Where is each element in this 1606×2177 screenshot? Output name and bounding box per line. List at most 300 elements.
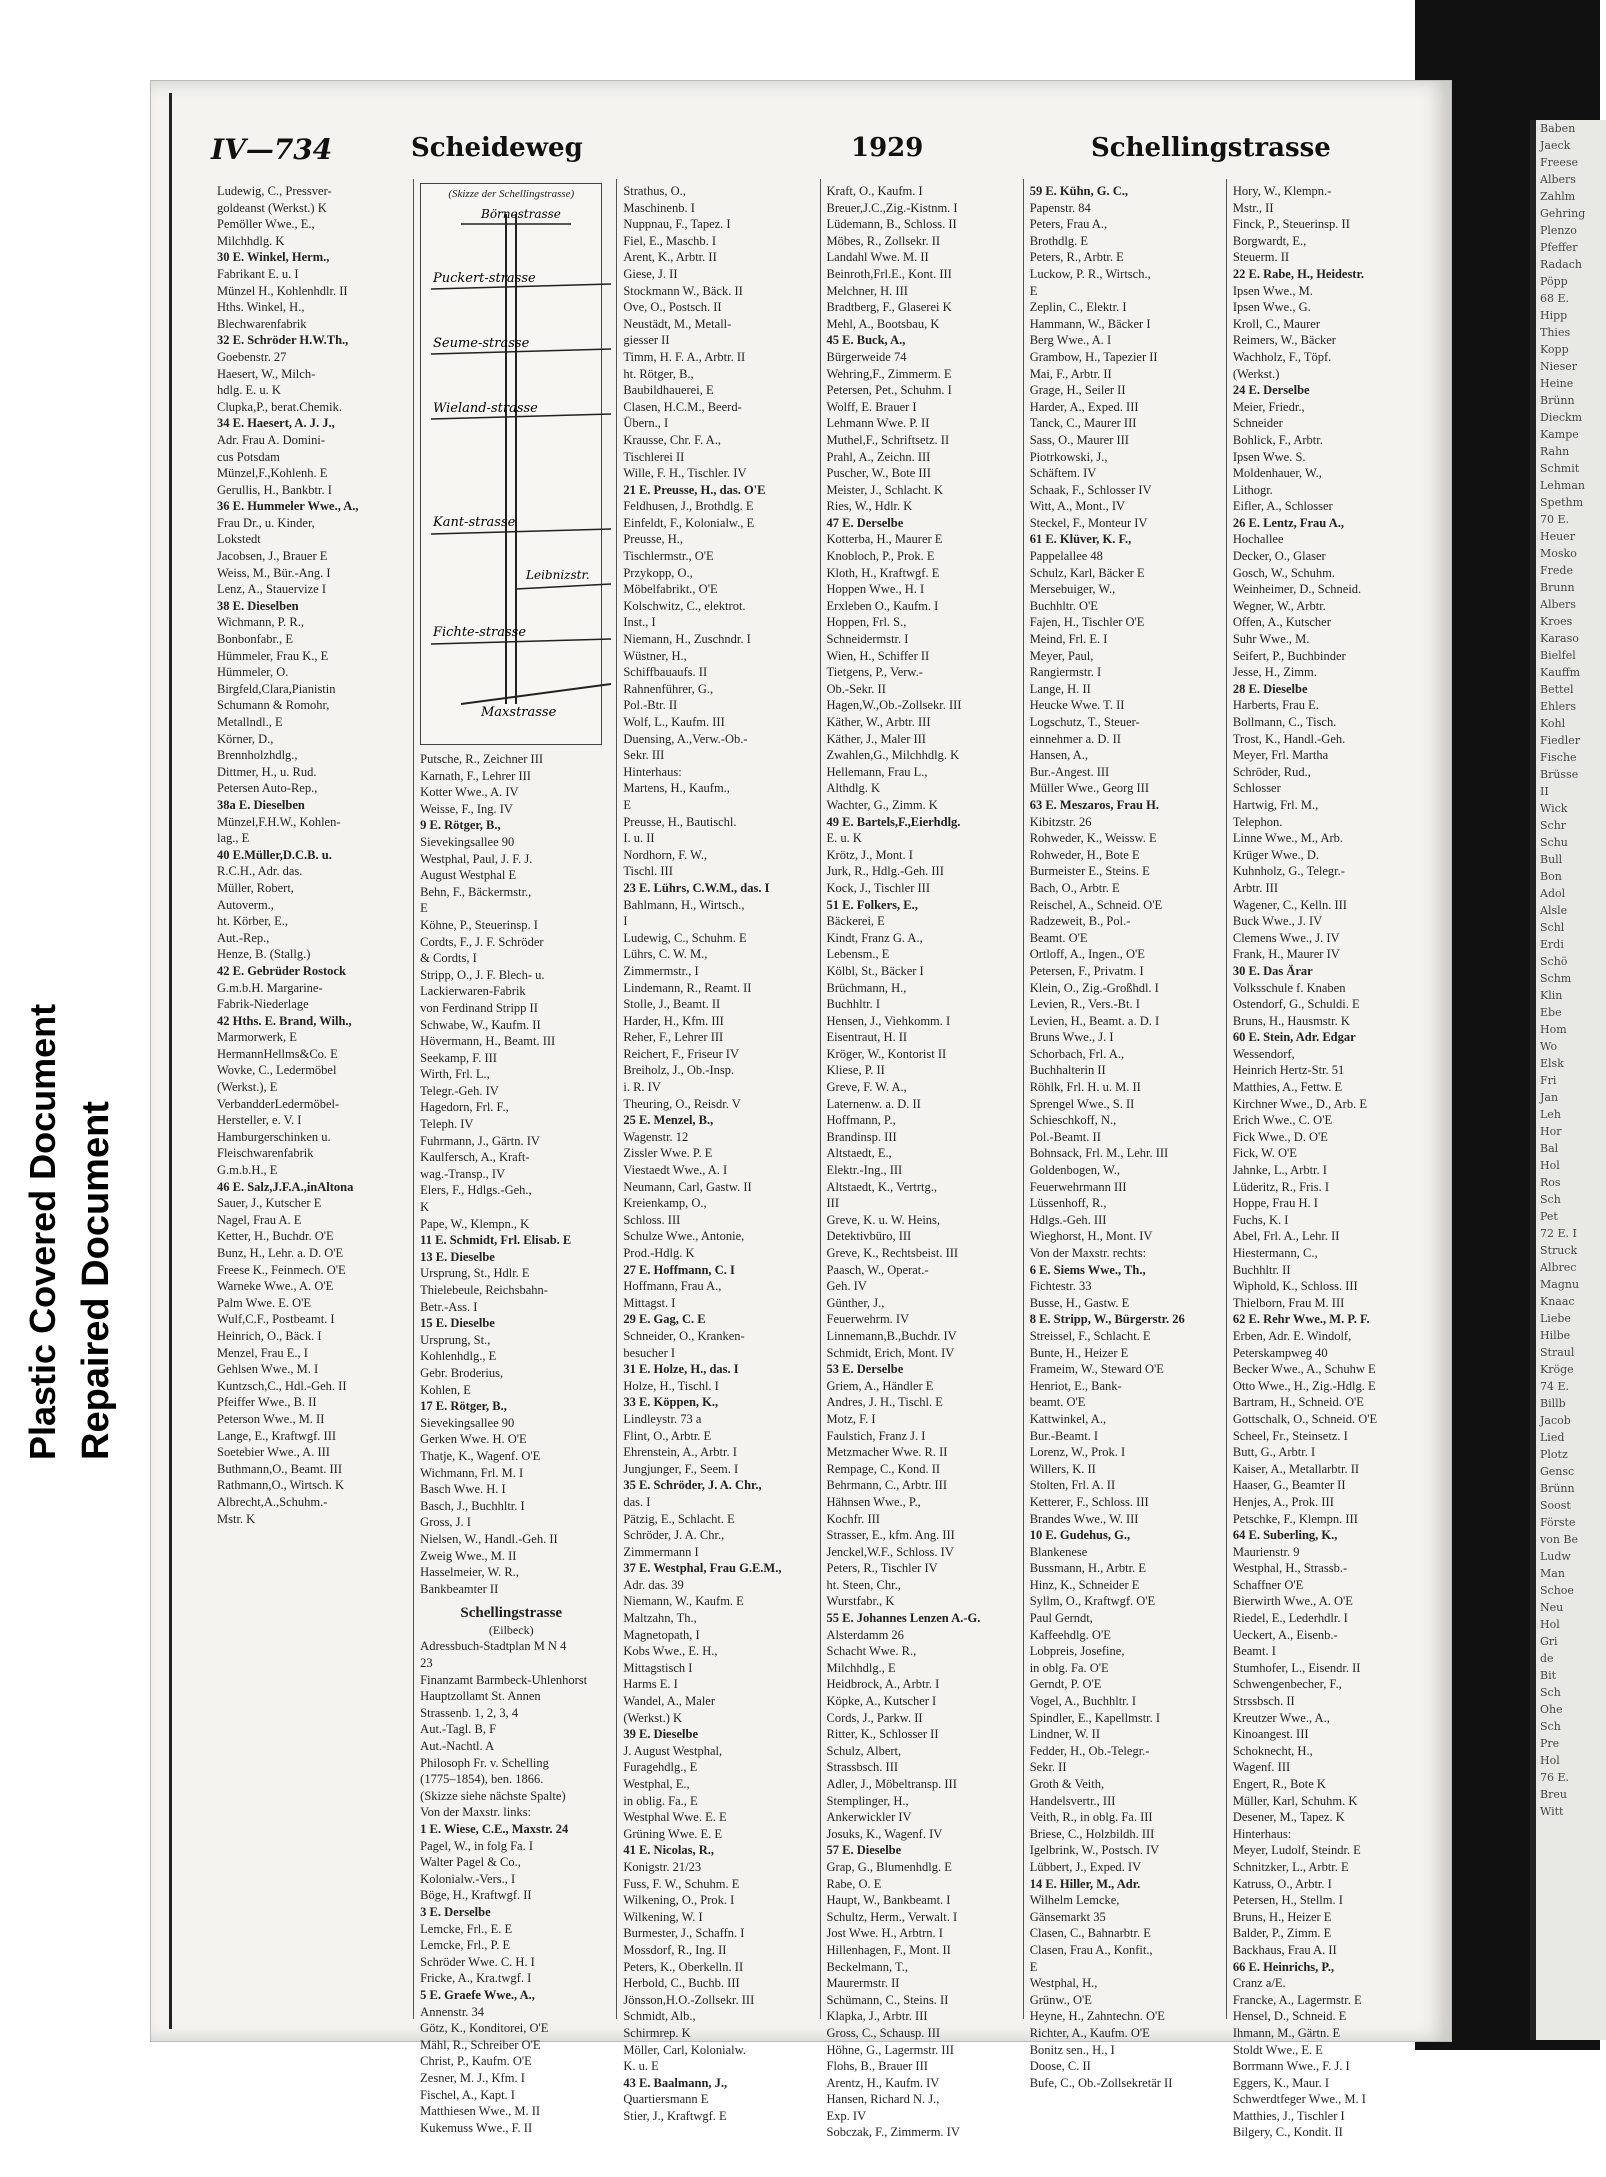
directory-entry: Möller, Carl, Kolonialw. (623, 2042, 746, 2057)
directory-entry: Betr.-Ass. I (420, 1299, 478, 1314)
directory-entry: Mehl, A., Bootsbau, K (826, 316, 940, 331)
column-2 (413, 179, 608, 2135)
directory-entry: Arent, K., Arbtr. II (623, 250, 717, 265)
adjacent-page-text: Schr (1540, 819, 1567, 832)
adjacent-page-text: Plenzo (1540, 224, 1577, 237)
directory-entry: Schirmrep. K (623, 2025, 691, 2040)
directory-entry: Weinheimer, D., Schneid. (1232, 582, 1362, 597)
directory-entry: Baubildhauerei, E (623, 383, 714, 398)
adjacent-page-text: Fische (1540, 751, 1577, 764)
directory-entry: Bach, O., Arbtr. E (1029, 880, 1120, 895)
directory-entry: Lenz, A., Stauervize I (217, 582, 326, 597)
directory-entry: Fick, W. O'E (1232, 1146, 1297, 1161)
directory-entry: Levien, R., Vers.-Bt. I (1029, 997, 1140, 1012)
directory-entry: Nagel, Frau A. E (217, 1212, 302, 1227)
adjacent-page-text: 70 E. (1540, 513, 1570, 526)
directory-entry: Ihmann, M., Gärtn. E (1232, 2025, 1341, 2040)
adjacent-page-text: 68 E. (1540, 292, 1570, 305)
adjacent-page-text: 72 E. I (1540, 1227, 1577, 1240)
directory-entry: Hochallee (1232, 532, 1284, 547)
adjacent-page-text: Förste (1540, 1516, 1576, 1529)
directory-entry: Inst., I (623, 615, 656, 630)
adjacent-page-text: Pfeffer (1540, 241, 1578, 254)
adjacent-page-text: de (1540, 1652, 1554, 1665)
directory-entry: 45 E. Buck, A., (826, 333, 906, 348)
adjacent-page-text: Klin (1540, 989, 1563, 1002)
directory-entry: 59 E. Kühn, G. C., (1029, 184, 1128, 198)
adjacent-page-text: Gri (1540, 1635, 1558, 1648)
directory-entry: Ove, O., Postsch. II (623, 300, 722, 315)
adjacent-page-text: Knaac (1540, 1295, 1575, 1308)
directory-entry: Kohlenhdlg., E (420, 1349, 497, 1364)
adjacent-page-text: II (1540, 785, 1549, 798)
directory-entry: Schaffner O'E (1232, 1577, 1304, 1592)
directory-entry: Jesse, H., Zimm. (1232, 665, 1317, 680)
directory-entry: Sprengel Wwe., S. II (1029, 1096, 1135, 1111)
directory-entry: Schiffbauaufs. II (623, 665, 708, 680)
adjacent-page-text: Lied (1540, 1431, 1565, 1444)
directory-entry: Magnetopath, I (623, 1627, 700, 1642)
directory-entry: Riedel, E., Lederhdlr. I (1232, 1611, 1348, 1626)
directory-entry: Schaak, F., Schlosser IV (1029, 482, 1152, 497)
directory-entry: Lokstedt (217, 532, 261, 547)
adjacent-page-text: Ludw (1540, 1550, 1571, 1563)
directory-entry: 15 E. Dieselbe (420, 1316, 495, 1331)
directory-entry: Tischl. III (623, 864, 673, 879)
directory-entry: Adler, J., Möbeltransp. III (826, 1777, 957, 1791)
directory-entry: Furagehdlg., E (623, 1760, 698, 1775)
directory-entry: Backhaus, Frau A. II (1232, 1942, 1337, 1957)
adjacent-page-text: von Be (1540, 1533, 1579, 1546)
directory-entry: Köhne, P., Steuerinsp. I (420, 917, 538, 932)
directory-entry: Papenstr. 84 (1029, 200, 1091, 215)
adjacent-page-text: Leh (1540, 1108, 1561, 1121)
directory-entry: 10 E. Gudehus, G., (1029, 1528, 1131, 1543)
directory-entry: Stripp, O., J. F. Blech- u. (420, 967, 545, 982)
directory-entry: Pemöller Wwe., E., (217, 217, 315, 232)
directory-entry: in oblg. Fa. O'E (1029, 1660, 1109, 1675)
directory-entry: 41 E. Nicolas, R., (623, 1843, 714, 1858)
directory-entry: Rohweder, K., Weissw. E (1029, 831, 1157, 846)
adjacent-page-text: Kampe (1540, 428, 1579, 441)
directory-entry: Lemcke, Frl., P. E (420, 1938, 511, 1953)
directory-entry: Aut.-Rep., (217, 930, 270, 945)
directory-entry: Peters, R., Arbtr. E (1029, 250, 1124, 265)
directory-entry: E. u. K (826, 831, 862, 846)
adjacent-page-text: Breu (1540, 1788, 1567, 1801)
directory-entry: Linne Wwe., M., Arb. (1232, 831, 1344, 846)
directory-entry: Lithogr. (1232, 482, 1273, 497)
directory-entry: 31 E. Holze, H., das. I (623, 1362, 739, 1377)
directory-entry: Buthmann,O., Beamt. III (217, 1461, 342, 1476)
directory-entry: Günther, J., (826, 1295, 885, 1310)
column-5 (1023, 179, 1218, 2090)
map-label-seume: Seume-strasse (433, 336, 530, 351)
directory-entry: Hinterhaus: (1232, 1826, 1292, 1841)
directory-entry: von Ferdinand Stripp II (420, 1000, 538, 1015)
directory-entry: Kreienkamp, O., (623, 1196, 707, 1211)
directory-entry: Telephon. (1232, 814, 1283, 829)
directory-entry: Grage, H., Seiler II (1029, 383, 1126, 398)
directory-entry: Bradtberg, F., Glaserei K (826, 300, 952, 315)
directory-entry: & Cordts, I (420, 951, 477, 966)
directory-entry: Scheel, Fr., Steinsetz. I (1232, 1428, 1348, 1443)
map-label-wieland: Wieland-strasse (433, 401, 539, 416)
directory-entry: 24 E. Derselbe (1232, 383, 1310, 398)
directory-entry: Paul Gerndt, (1029, 1611, 1093, 1626)
directory-entry: Kloth, H., Kraftwgf. E (826, 565, 940, 580)
directory-entry: Wulf,C.F., Postbeamt. I (217, 1312, 335, 1327)
directory-entry: Hansen, A., (1029, 748, 1089, 763)
directory-entry: Wovke, C., Ledermöbel (217, 1063, 337, 1078)
directory-entry: I (623, 914, 628, 929)
directory-entry: 64 E. Suberling, K., (1232, 1528, 1338, 1543)
directory-entry: Kochfr. III (826, 1511, 880, 1526)
directory-entry: Annenstr. 34 (420, 2004, 485, 2019)
directory-entry: Schröder, Rud., (1232, 764, 1311, 779)
directory-entry: Rabe, O. E (826, 1876, 882, 1891)
directory-entry: Mittagst. I (623, 1295, 676, 1310)
directory-entry: Hamburgerschinken u. (217, 1129, 331, 1144)
directory-entry: Buchhltr. II (1232, 1262, 1291, 1277)
adjacent-page-text: Bit (1540, 1669, 1557, 1682)
directory-entry: Lobpreis, Josefine, (1029, 1644, 1125, 1659)
directory-entry: Autoverm., (217, 897, 274, 912)
directory-entry: Fricke, A., Kra.twgf. I (420, 1971, 532, 1986)
directory-entry: Pol.-Btr. II (623, 698, 678, 713)
adjacent-page-text: Freese (1540, 156, 1579, 169)
directory-entry: Teleph. IV (420, 1117, 474, 1132)
directory-entry: Grambow, H., Tapezier II (1029, 349, 1158, 364)
adjacent-page-text: 74 E. (1540, 1380, 1570, 1393)
directory-entry: 57 E. Dieselbe (826, 1843, 902, 1858)
directory-entry: Jungjunger, F., Seem. I (623, 1461, 739, 1476)
adjacent-page-text: Liebe (1540, 1312, 1571, 1325)
directory-entry: Wichmann, Frl. M. I (420, 1465, 524, 1480)
adjacent-page-text: Brüsse (1540, 768, 1579, 781)
directory-entry: Kattwinkel, A., (1029, 1411, 1107, 1426)
directory-entry: Geh. IV (826, 1279, 867, 1294)
directory-entry: Petersen, H., Stellm. I (1232, 1893, 1343, 1908)
directory-entry: Thielborn, Frau M. III (1232, 1295, 1345, 1310)
directory-entry: Tietgens, P., Verw.- (826, 665, 923, 680)
directory-entry: Bartram, H., Schneid. O'E (1232, 1395, 1364, 1410)
directory-entry: Greve, K., Rechtsbeist. III (826, 1246, 959, 1260)
directory-entry: J. August Westphal, (623, 1743, 723, 1758)
adjacent-page-text: Erdi (1540, 938, 1564, 951)
adjacent-page-text: Gehring (1540, 207, 1586, 220)
directory-entry: Beamt. I (1232, 1644, 1276, 1659)
directory-entry: Muthel,F., Schriftsetz. II (826, 432, 950, 447)
directory-entry: Becker Wwe., A., Schuhw E (1232, 1362, 1376, 1377)
directory-entry: Schwabe, W., Kaufm. II (420, 1017, 541, 1032)
directory-entry: Breuer,J.C.,Zig.-Kistnm. I (826, 200, 958, 215)
directory-entry: Syllm, O., Kraftwgf. O'E (1029, 1594, 1156, 1609)
directory-entry: Breiholz, J., Ob.-Insp. (623, 1063, 735, 1078)
directory-entry: Hoffmann, Frau A., (623, 1279, 722, 1294)
directory-entry: ht. Rötger, B., (623, 366, 694, 381)
directory-entry: Schieschkoff, N., (1029, 1113, 1117, 1128)
directory-entry: Kuhnholz, G., Telegr.- (1232, 864, 1345, 879)
directory-entry: Jönsson,H.O.-Zollsekr. III (623, 1992, 755, 2007)
adjacent-page-text: Kröge (1540, 1363, 1574, 1376)
directory-entry: Christ, P., Kaufm. O'E (420, 2054, 532, 2069)
section-title: Schellingstrasse (460, 1605, 563, 1622)
directory-entry: Hensel, D., Schneid. E (1232, 2009, 1347, 2024)
directory-entry: Kaffeehdlg. O'E (1029, 1627, 1111, 1642)
directory-entry: Arbtr. III (1232, 880, 1278, 895)
directory-entry: Weisse, F., Ing. IV (420, 801, 513, 816)
directory-entry: 62 E. Rehr Wwe., M. P. F. (1232, 1312, 1370, 1327)
directory-entry: Volksschule f. Knaben (1232, 980, 1346, 995)
directory-entry: Walter Pagel & Co., (420, 1855, 521, 1870)
directory-entry: Harms E. I (623, 1677, 678, 1692)
adjacent-page-text: Kopp (1540, 343, 1569, 356)
directory-entry: Henriot, E., Bank- (1029, 1378, 1122, 1393)
map-caption: (Skizze der Schellingstrasse) (448, 188, 575, 200)
directory-entry: Schwerdtfeger Wwe., M. I (1232, 2092, 1366, 2107)
directory-entry: Sauer, J., Kutscher E (217, 1196, 322, 1211)
directory-entry: Westphal, Paul, J. F. J. (420, 851, 533, 866)
directory-entry: E (420, 901, 428, 916)
directory-entry: Herbold, C., Buchb. III (623, 1976, 740, 1991)
directory-entry: Petersen, Pet., Schuhm. I (826, 383, 952, 398)
directory-entry: Seifert, P., Buchbinder (1232, 648, 1346, 663)
directory-entry: Milchhdlg., E (826, 1660, 896, 1675)
directory-entry: Ludewig, C., Schuhm. E (623, 930, 747, 945)
directory-entry: Stumhofer, L., Eisendr. II (1232, 1660, 1361, 1675)
directory-entry: Kinoangest. III (1232, 1727, 1309, 1742)
directory-entry: Ketterer, F., Schloss. III (1029, 1494, 1149, 1509)
adjacent-page-text: Hol (1540, 1618, 1560, 1631)
directory-entry: Adr. das. 39 (623, 1577, 684, 1592)
adjacent-page-text: Ohe (1540, 1703, 1563, 1716)
directory-entry: Eisentraut, H. II (826, 1030, 908, 1045)
directory-entry: 25 E. Menzel, B., (623, 1113, 714, 1128)
directory-entry: Clasen, H.C.M., Beerd- (623, 399, 742, 414)
directory-entry: Lüderitz, R., Fris. I (1232, 1179, 1330, 1194)
directory-entry: Ortloff, A., Ingen., O'E (1029, 947, 1145, 962)
directory-entry: Wachholz, F., Töpf. (1232, 349, 1332, 364)
directory-entry: Engert, R., Bote K (1232, 1777, 1326, 1791)
directory-entry: Schulze Wwe., Antonie, (623, 1229, 745, 1244)
directory-entry: hdlg. E. u. K (217, 383, 281, 398)
directory-entry: Petschke, F., Klempn. III (1232, 1511, 1358, 1526)
directory-entry: Duensing, A.,Verw.-Ob.- (623, 731, 748, 746)
adjacent-page-text: Ros (1540, 1176, 1561, 1189)
directory-entry: Schneidermstr. I (826, 632, 909, 647)
directory-entry: Elers, F., Hdlgs.-Geh., (420, 1183, 532, 1198)
directory-entry: Aut.-Tagl. B, F (420, 1722, 497, 1737)
directory-entry: Schneider (1232, 416, 1283, 431)
directory-entry: Gebr. Broderius, (420, 1365, 504, 1380)
directory-entry: Streissel, F., Schlacht. E (1029, 1328, 1151, 1343)
directory-entry: Butt, G., Arbtr. I (1232, 1445, 1316, 1460)
map-label-max: Maxstrasse (481, 705, 557, 720)
directory-entry: 63 E. Meszaros, Frau H. (1029, 797, 1159, 812)
directory-entry: Kirchner Wwe., D., Arb. E (1232, 1096, 1367, 1111)
adjacent-page-text: Magnu (1540, 1278, 1580, 1291)
directory-entry: Metallndl., E (217, 715, 283, 729)
directory-entry: Feuerwehrmann III (1029, 1179, 1127, 1194)
directory-entry: Bruns, H., Hausmstr. K (1232, 1013, 1350, 1028)
directory-entry: Kotter Wwe., A. IV (420, 785, 519, 800)
directory-entry: Haupt, W., Bankbeamt. I (826, 1893, 951, 1908)
directory-entry: Steckel, F., Monteur IV (1029, 515, 1148, 530)
directory-entry: Krötz, J., Mont. I (826, 847, 913, 862)
directory-entry: Rempage, C., Kond. II (826, 1461, 941, 1476)
directory-entry: Reichert, F., Friseur IV (623, 1046, 739, 1061)
directory-entry: 21 E. Preusse, H., das. O'E (623, 482, 766, 497)
directory-entry: Möbes, R., Zollsekr. II (826, 233, 941, 248)
directory-entry: Gerndt, P. O'E (1029, 1677, 1102, 1692)
directory-entry: Mossdorf, R., Ing. II (623, 1942, 727, 1957)
directory-entry: Schröder, J. A. Chr., (623, 1528, 725, 1543)
directory-entry: Gosch, W., Schuhm. (1232, 565, 1335, 580)
directory-entry: Hensen, J., Viehkomm. I (826, 1013, 951, 1028)
directory-entry: Peters, R., Tischler IV (826, 1561, 938, 1576)
adjacent-page-text: Neu (1540, 1601, 1564, 1614)
directory-entry: Bruns, H., Heizer E (1232, 1909, 1332, 1924)
directory-entry: Schmidt, Alb., (623, 2009, 696, 2024)
adjacent-page-text: Schu (1540, 836, 1568, 849)
directory-entry: Stemplinger, H., (826, 1793, 909, 1808)
directory-entry: Hory, W., Klempn.- (1232, 184, 1332, 198)
adjacent-page-text: Hol (1540, 1754, 1560, 1767)
directory-entry: Lange, E., Kraftwgf. III (217, 1428, 337, 1443)
directory-entry: Wolff, E. Brauer I (826, 399, 917, 414)
adjacent-page-text: Adol (1540, 887, 1566, 900)
directory-entry: Zesner, M. J., Kfm. I (420, 2070, 525, 2085)
directory-entry: Schmidt, Erich, Mont. IV (826, 1345, 955, 1360)
directory-entry: Beamt. O'E (1029, 930, 1088, 945)
directory-entry: in oblig. Fa., E (623, 1793, 698, 1808)
directory-entry: Strssbsch. II (1232, 1694, 1295, 1709)
adjacent-page-text: 76 E. (1540, 1771, 1570, 1784)
directory-entry: Burmester, J., Schaffn. I (623, 1926, 745, 1941)
directory-entry: Kukemuss Wwe., F. II (420, 2120, 533, 2135)
directory-entry: Reischel, A., Schneid. O'E (1029, 897, 1163, 912)
directory-entry: 40 E.Müller,D.C.B. u. (217, 847, 332, 862)
directory-entry: Willers, K. II (1029, 1461, 1096, 1476)
directory-entry: Bufe, C., Ob.-Zollsekretär II (1029, 2075, 1173, 2090)
directory-entry: Kraft, O., Kaufm. I (826, 184, 923, 198)
directory-entry: Seekamp, F. III (420, 1050, 497, 1065)
directory-entry: Althdlg. K (826, 781, 880, 796)
directory-entry: Martens, H., Kaufm., (623, 781, 730, 796)
directory-entry: Schwengenbecher, F., (1232, 1677, 1342, 1692)
directory-entry: Hövermann, H., Beamt. III (420, 1034, 556, 1049)
adjacent-page-text: Ehlers (1540, 700, 1577, 713)
directory-entry: 38a E. Dieselben (217, 797, 305, 812)
directory-entry: Josuks, K., Wagenf. IV (826, 1826, 943, 1841)
directory-entry: Burmeister E., Steins. E (1029, 864, 1150, 879)
adjacent-page-text: Schm (1540, 972, 1572, 985)
directory-entry: Preusse, H., (623, 532, 684, 547)
directory-entry: Prod.-Hdlg. K (623, 1246, 695, 1260)
directory-entry: 42 E. Gebrüder Rostock (217, 963, 346, 978)
directory-entry: Dittmer, H., u. Rud. (217, 764, 317, 779)
directory-entry: Neumann, Carl, Gastw. II (623, 1179, 752, 1194)
repaired-document-label: Repaired Document (75, 1101, 117, 1460)
directory-entry: Francke, A., Lagermstr. E (1232, 1992, 1362, 2007)
adjacent-page-text: Straul (1540, 1346, 1575, 1359)
directory-entry: Tischlerei II (623, 449, 685, 464)
directory-entry: Westphal, H., (1029, 1976, 1098, 1991)
directory-entry: Meyer, Frl. Martha (1232, 748, 1329, 763)
directory-entry: Landahl Wwe. M. II (826, 250, 929, 265)
directory-entry: Wichmann, P. R., (217, 615, 304, 630)
directory-entry: Hillenhagen, F., Mont. II (826, 1942, 951, 1957)
directory-entry: (Werkst.) (1232, 366, 1280, 381)
directory-entry: 49 E. Bartels,F.,Eierhdlg. (826, 814, 961, 829)
directory-entry: Brennholzhdlg., (217, 748, 298, 763)
directory-entry: 47 E. Derselbe (826, 515, 904, 530)
directory-entry: 51 E. Folkers, E., (826, 897, 918, 912)
directory-entry: Briese, C., Holzbildh. III (1029, 1826, 1155, 1841)
directory-entry: Fajen, H., Tischler O'E (1029, 615, 1145, 630)
directory-entry: Borgwardt, E., (1232, 233, 1307, 248)
directory-entry: Haaser, G., Beamter II (1232, 1478, 1346, 1493)
directory-entry: Jahnke, L., Arbtr. I (1232, 1163, 1327, 1178)
directory-entry: Flohs, B., Brauer III (826, 2059, 928, 2074)
directory-entry: G.m.b.H., E (217, 1163, 278, 1178)
directory-page (150, 80, 1452, 2140)
directory-entry: Henjes, A., Prok. III (1232, 1494, 1334, 1509)
directory-entry: Aut.-Nachtl. A (420, 1739, 495, 1754)
directory-entry: Buchhltr. I (826, 997, 880, 1012)
directory-entry: Harder, H., Kfm. III (623, 1013, 724, 1028)
directory-entry: Meier, Friedr., (1232, 399, 1305, 414)
directory-entry: Wiphold, K., Schloss. III (1232, 1279, 1358, 1294)
directory-entry: Tischlermstr., O'E (623, 549, 714, 564)
directory-entry: Arentz, H., Kaufm. IV (826, 2075, 940, 2090)
directory-entry: 30 E. Das Ärar (1232, 963, 1313, 978)
directory-entry: Lindner, W. II (1029, 1727, 1101, 1742)
directory-entry: 61 E. Klüver, K. F., (1029, 532, 1132, 547)
adjacent-page-text: Hilbe (1540, 1329, 1571, 1342)
directory-entry: Petersen, F., Privatm. I (1029, 963, 1144, 978)
adjacent-page-text: Zahlm (1540, 190, 1576, 203)
directory-entry: 13 E. Dieselbe (420, 1249, 495, 1264)
directory-entry: Schulz, Albert, (826, 1743, 902, 1758)
directory-entry: Übern., I (623, 416, 669, 431)
directory-entry: Buchhltr. O'E (1029, 598, 1098, 613)
directory-entry: Münzel,F.H.W., Kohlen- (217, 814, 341, 829)
directory-entry: Bur.-Beamt. I (1029, 1428, 1099, 1443)
directory-entry: Fichtestr. 33 (1029, 1279, 1092, 1294)
adjacent-page-text: Man (1540, 1567, 1565, 1580)
adjacent-page-text: Elsk (1540, 1057, 1564, 1070)
directory-entry: Kölbl, St., Bäcker I (826, 963, 924, 978)
adjacent-page-text: Brünn (1540, 394, 1575, 407)
adjacent-page-text: Schö (1540, 955, 1568, 968)
directory-entry: Blankenese (1029, 1544, 1088, 1559)
adjacent-page-text: Rahn (1540, 445, 1570, 458)
directory-entry: besucher I (623, 1345, 676, 1360)
directory-entry: Grap, G., Blumenhdlg. E (826, 1859, 952, 1874)
directory-entry: Wilhelm Lemcke, (1029, 1893, 1120, 1908)
directory-entry: Griem, A., Händler E (826, 1378, 934, 1393)
directory-entry: Greve, F. W. A., (826, 1080, 907, 1095)
adjacent-page-text: Heine (1540, 377, 1574, 390)
directory-entry: Schumann & Romohr, (217, 698, 330, 713)
directory-entry: E (1029, 283, 1038, 298)
directory-entry: Mähl, R., Schreiber O'E (420, 2037, 541, 2052)
directory-entry: Ob.-Sekr. II (826, 681, 886, 696)
directory-entry: Sievekingsallee 90 (420, 834, 515, 849)
directory-entry: Zimmermstr., I (623, 963, 699, 978)
